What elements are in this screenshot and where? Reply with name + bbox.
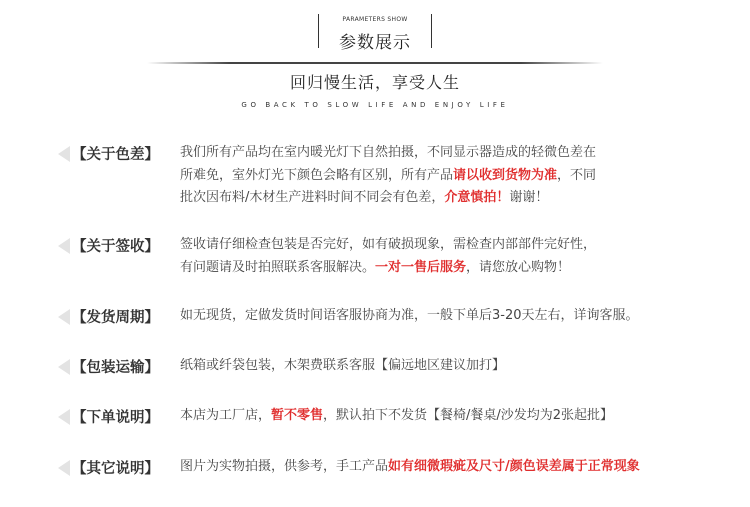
plain-text: ，不同: [557, 167, 597, 183]
triangle-marker-icon: [58, 309, 70, 325]
slogan-cn: 回归慢生活，享受人生: [289, 73, 460, 92]
plain-text: 如无现货，定做发货时间语客服协商为准，一般下单后3-20天左右，详询客服。: [180, 308, 639, 323]
section-text: [180, 355, 700, 378]
section-text: [180, 234, 700, 279]
text-line: [180, 187, 700, 210]
plain-text: 签收请仔细检查包装是否完好，如有破损现象，需检查内部部件完好性，: [180, 237, 597, 252]
section-label: 【关于色差】: [72, 147, 159, 163]
header-divider: [147, 62, 603, 64]
plain-text: 批次因布料/木材生产进料时间不同会有色差，: [180, 190, 445, 205]
triangle-marker-icon: [58, 359, 70, 375]
highlight-text: 暂不零售: [271, 408, 324, 423]
text-line: [180, 165, 700, 188]
text-line: [180, 456, 700, 479]
text-line: [180, 405, 700, 428]
text-line: [180, 142, 700, 165]
highlight-text: 请以收到货物为准: [453, 167, 558, 183]
section-label: 【关于签收】: [72, 239, 159, 255]
text-line: [180, 305, 700, 328]
section-text: [180, 456, 700, 479]
section-label: 【下单说明】: [72, 410, 159, 426]
section-label: 【其它说明】: [72, 461, 159, 477]
text-line: [180, 355, 700, 378]
highlight-text: 介意慎拍！: [444, 190, 510, 205]
highlight-text: 一对一售后服务: [375, 259, 467, 275]
triangle-marker-icon: [58, 409, 70, 425]
plain-text: 谢谢！: [509, 190, 549, 205]
plain-text: 我们所有产品均在室内暖光灯下自然拍摄，不同显示器造成的轻微色差在: [180, 145, 597, 160]
plain-text: ，请您放心购物！: [466, 259, 571, 275]
triangle-marker-icon: [58, 146, 70, 162]
section-text: [180, 405, 700, 428]
header-box: [318, 14, 432, 53]
plain-text: 有问题请及时拍照联系客服解决。: [180, 259, 376, 275]
header-title: 参数展示: [339, 33, 411, 53]
plain-text: 所难免，室外灯光下颜色会略有区别，所有产品: [180, 167, 454, 183]
triangle-marker-icon: [58, 238, 70, 254]
text-line: [180, 257, 700, 280]
section-label: 【发货周期】: [72, 310, 159, 326]
text-line: [180, 234, 700, 257]
header-subtitle: PARAMETERS SHOW: [342, 16, 408, 23]
highlight-text: 如有细微瑕疵及尺寸/颜色误差属于正常现象: [388, 459, 640, 474]
plain-text: 图片为实物拍摄，供参考，手工产品: [180, 459, 389, 474]
section-text: [180, 305, 700, 328]
slogan-en: GO BACK TO SLOW LIFE AND ENJOY LIFE: [241, 101, 509, 109]
section-label: 【包装运输】: [72, 360, 159, 376]
triangle-marker-icon: [58, 460, 70, 476]
plain-text: 纸箱或纤袋包装，木架费联系客服【偏远地区建议加打】: [180, 358, 506, 373]
plain-text: 本店为工厂店，: [180, 408, 272, 423]
plain-text: ，默认拍下不发货【餐椅/餐桌/沙发均为2张起批】: [323, 408, 614, 423]
section-text: [180, 142, 700, 210]
